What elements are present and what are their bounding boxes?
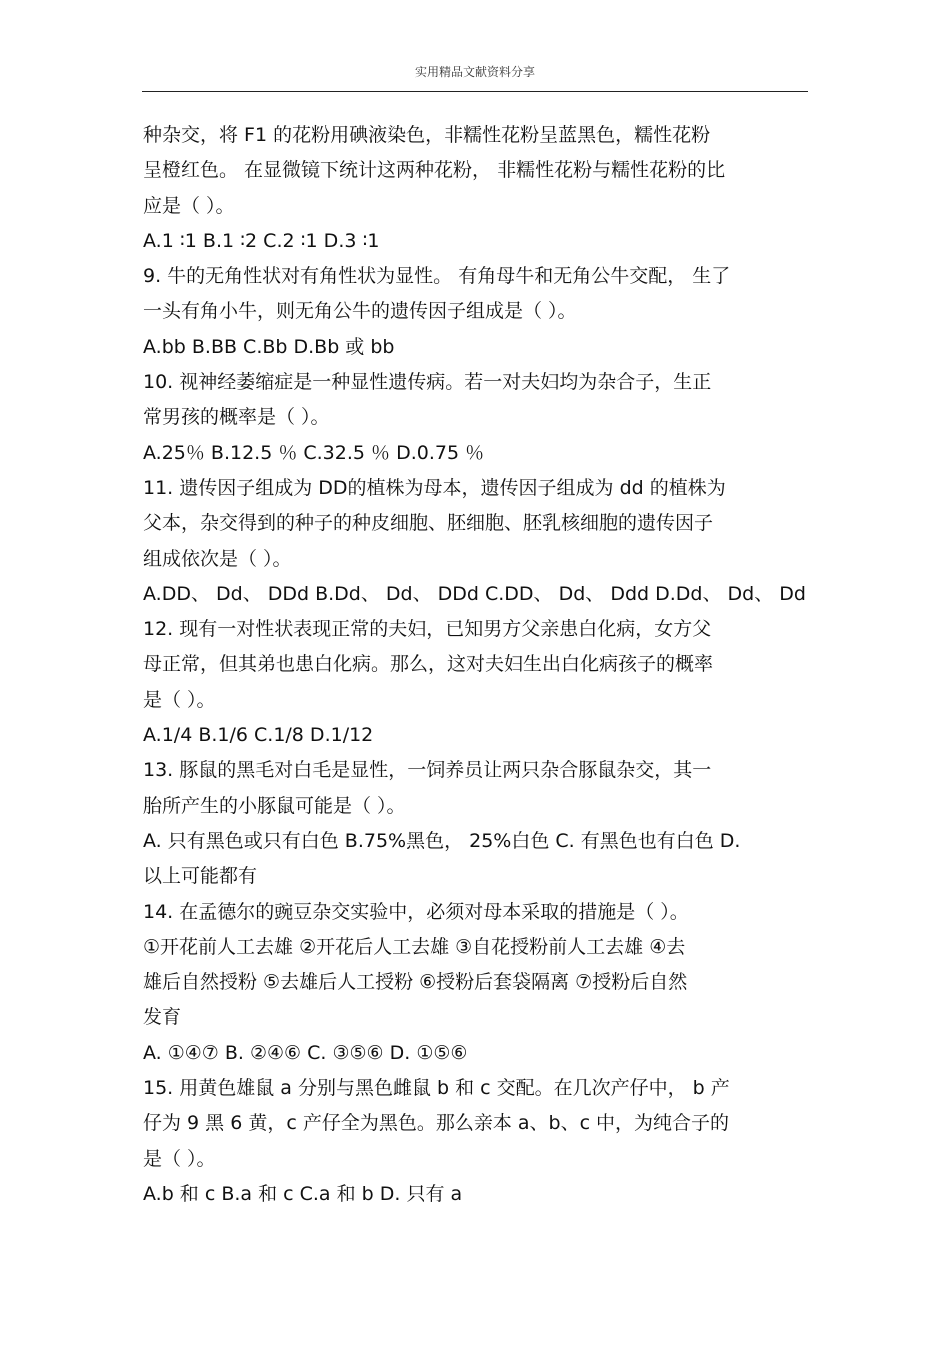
question-10: 10. 视神经萎缩症是一种显性遗传病。若一对夫妇均为杂合子，生正	[143, 371, 712, 394]
text-line: 父本，杂交得到的种子的种皮细胞、胚细胞、胚乳核细胞的遗传因子	[143, 512, 714, 535]
question-9: 9. 牛的无角性状对有角性状为显性。 有角母牛和无角公牛交配， 生了	[143, 265, 731, 288]
answer-options: A.25％ B.12.5 ％ C.32.5 ％ D.0.75 ％	[143, 441, 485, 464]
header-rule	[142, 91, 808, 92]
text-line: 母正常，但其弟也患白化病。那么，这对夫妇生出白化病孩子的概率	[143, 653, 714, 676]
text-line: 是（ ）。	[143, 1147, 216, 1170]
text-line: 仔为 9 黑 6 黄，c 产仔全为黑色。那么亲本 a、b、c 中，为纯合子的	[143, 1112, 730, 1135]
answer-options: A.b 和 c B.a 和 c C.a 和 b D. 只有 a	[143, 1182, 463, 1205]
question-11: 11. 遗传因子组成为 DD的植株为母本，遗传因子组成为 dd 的植株为	[143, 476, 726, 499]
answer-options: A.bb B.BB C.Bb D.Bb 或 bb	[143, 335, 395, 358]
answer-options: A. 只有黑色或只有白色 B.75%黑色， 25%白色 C. 有黑色也有白色 D.	[143, 829, 741, 852]
text-line: 发育	[143, 1006, 182, 1029]
text-line: 组成依次是（ ）。	[143, 547, 292, 570]
text-line: 是（ ）。	[143, 688, 216, 711]
text-line: 呈橙红色。 在显微镜下统计这两种花粉， 非糯性花粉与糯性花粉的比	[143, 159, 726, 182]
question-13: 13. 豚鼠的黑毛对白毛是显性，一饲养员让两只杂合豚鼠杂交，其一	[143, 759, 712, 782]
text-line: 应是（ ）。	[143, 194, 235, 217]
question-12: 12. 现有一对性状表现正常的夫妇，已知男方父亲患白化病，女方父	[143, 618, 712, 641]
answer-options: A. ①④⑦ B. ②④⑥ C. ③⑤⑥ D. ①⑤⑥	[143, 1041, 468, 1064]
text-line: ①开花前人工去雄 ②开花后人工去雄 ③自花授粉前人工去雄 ④去	[143, 935, 686, 958]
text-line: 一头有角小牛，则无角公牛的遗传因子组成是（ ）。	[143, 300, 577, 323]
question-15: 15. 用黄色雄鼠 a 分别与黑色雌鼠 b 和 c 交配。在几次产仔中， b 产	[143, 1077, 730, 1100]
document-body	[143, 118, 808, 1212]
text-line: 常男孩的概率是（ ）。	[143, 406, 330, 429]
text-line: 胎所产生的小豚鼠可能是（ ）。	[143, 794, 406, 817]
answer-options: A.1 ∶1 B.1 ∶2 C.2 ∶1 D.3 ∶1	[143, 229, 380, 252]
text-line: 雄后自然授粉 ⑤去雄后人工授粉 ⑥授粉后套袋隔离 ⑦授粉后自然	[143, 971, 688, 994]
text-line: 种杂交，将 F1 的花粉用碘液染色，非糯性花粉呈蓝黑色，糯性花粉	[143, 124, 711, 146]
text-line: 以上可能都有	[143, 865, 258, 888]
page-header: 实用精品文献资料分享	[414, 65, 535, 79]
question-14: 14. 在孟德尔的豌豆杂交实验中，必须对母本采取的措施是（ ）。	[143, 900, 689, 923]
answer-options: A.1/4 B.1/6 C.1/8 D.1/12	[143, 724, 374, 747]
answer-options: A.DD、 Dd、 DDd B.Dd、 Dd、 DDd C.DD、 Dd、 Ddd D.Dd、 Dd、 Dd	[143, 582, 806, 605]
